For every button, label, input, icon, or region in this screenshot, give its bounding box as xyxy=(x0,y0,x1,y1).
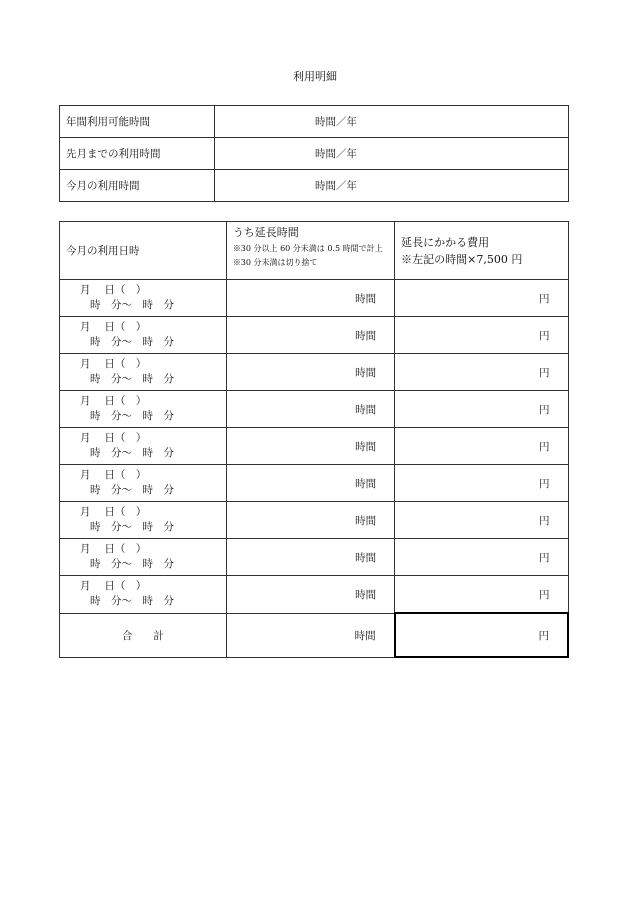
date-cell[interactable] xyxy=(60,576,227,614)
hours-cell[interactable]: 時間 xyxy=(226,502,394,539)
hours-cell[interactable]: 時間 xyxy=(226,391,394,428)
fee-cell[interactable]: 円 xyxy=(395,539,568,576)
hours-cell[interactable]: 時間 xyxy=(226,539,394,576)
summary-row xyxy=(60,138,569,170)
summary-value[interactable]: 時間／年 xyxy=(215,106,569,138)
date-line: 月 日（ ） xyxy=(80,468,147,481)
time-line: 時 分～ 時 分 xyxy=(90,335,174,348)
fee-cell[interactable]: 円 xyxy=(395,317,568,354)
table-row xyxy=(60,428,569,465)
header-extension-note1: ※30 分以上 60 分未満は 0.5 時間で計上 xyxy=(232,244,383,253)
header-fee-title: 延長にかかる費用 xyxy=(401,235,490,249)
date-line: 月 日（ ） xyxy=(80,505,147,518)
date-line: 月 日（ ） xyxy=(80,357,147,370)
time-line: 時 分～ 時 分 xyxy=(90,446,174,459)
header-extension-title: うち延長時間 xyxy=(232,226,299,239)
table-row xyxy=(60,502,569,539)
header-date: 今月の利用日時 xyxy=(60,222,227,280)
page-title: 利用明細 xyxy=(293,70,337,83)
time-line: 時 分～ 時 分 xyxy=(90,594,174,607)
date-line: 月 日（ ） xyxy=(80,283,147,296)
fee-cell[interactable]: 円 xyxy=(395,280,568,317)
date-line: 月 日（ ） xyxy=(80,320,147,333)
summary-value[interactable]: 時間／年 xyxy=(215,138,569,170)
table-row xyxy=(60,354,569,391)
table-row xyxy=(60,576,569,614)
detail-header-row xyxy=(60,222,569,280)
fee-cell[interactable]: 円 xyxy=(395,391,568,428)
header-extension xyxy=(226,222,394,280)
summary-label: 年間利用可能時間 xyxy=(60,106,215,138)
time-line: 時 分～ 時 分 xyxy=(90,557,174,570)
time-line: 時 分～ 時 分 xyxy=(90,298,174,311)
header-fee xyxy=(395,222,568,280)
table-row xyxy=(60,539,569,576)
time-line: 時 分～ 時 分 xyxy=(90,520,174,533)
fee-cell[interactable]: 円 xyxy=(395,576,568,614)
hours-cell[interactable]: 時間 xyxy=(226,280,394,317)
table-row xyxy=(60,465,569,502)
date-line: 月 日（ ） xyxy=(80,542,147,555)
fee-cell[interactable]: 円 xyxy=(395,354,568,391)
fee-cell[interactable]: 円 xyxy=(395,465,568,502)
detail-table xyxy=(59,221,569,658)
date-cell[interactable] xyxy=(60,539,227,576)
date-line: 月 日（ ） xyxy=(80,431,147,444)
total-hours-cell[interactable]: 時間 xyxy=(226,613,394,657)
summary-label: 先月までの利用時間 xyxy=(60,138,215,170)
date-cell[interactable] xyxy=(60,465,227,502)
date-cell[interactable] xyxy=(60,317,227,354)
table-row xyxy=(60,280,569,317)
hours-cell[interactable]: 時間 xyxy=(226,317,394,354)
time-line: 時 分～ 時 分 xyxy=(90,483,174,496)
summary-row xyxy=(60,170,569,202)
date-cell[interactable] xyxy=(60,428,227,465)
summary-table xyxy=(59,105,569,202)
total-row xyxy=(60,613,569,657)
date-cell[interactable] xyxy=(60,280,227,317)
table-row xyxy=(60,391,569,428)
date-cell[interactable] xyxy=(60,354,227,391)
hours-cell[interactable]: 時間 xyxy=(226,354,394,391)
total-fee-cell[interactable]: 円 xyxy=(395,613,568,657)
hours-cell[interactable]: 時間 xyxy=(226,428,394,465)
date-cell[interactable] xyxy=(60,502,227,539)
time-line: 時 分～ 時 分 xyxy=(90,409,174,422)
time-line: 時 分～ 時 分 xyxy=(90,372,174,385)
fee-cell[interactable]: 円 xyxy=(395,502,568,539)
summary-label: 今月の利用時間 xyxy=(60,170,215,202)
summary-value[interactable]: 時間／年 xyxy=(215,170,569,202)
header-fee-note: ※左記の時間×7,500 円 xyxy=(401,252,523,266)
hours-cell[interactable]: 時間 xyxy=(226,465,394,502)
date-line: 月 日（ ） xyxy=(80,394,147,407)
header-extension-note2: ※30 分未満は切り捨て xyxy=(232,258,318,267)
summary-row xyxy=(60,106,569,138)
date-line: 月 日（ ） xyxy=(80,579,147,592)
total-label: 合 計 xyxy=(60,613,227,657)
date-cell[interactable] xyxy=(60,391,227,428)
fee-cell[interactable]: 円 xyxy=(395,428,568,465)
hours-cell[interactable]: 時間 xyxy=(226,576,394,614)
table-row xyxy=(60,317,569,354)
